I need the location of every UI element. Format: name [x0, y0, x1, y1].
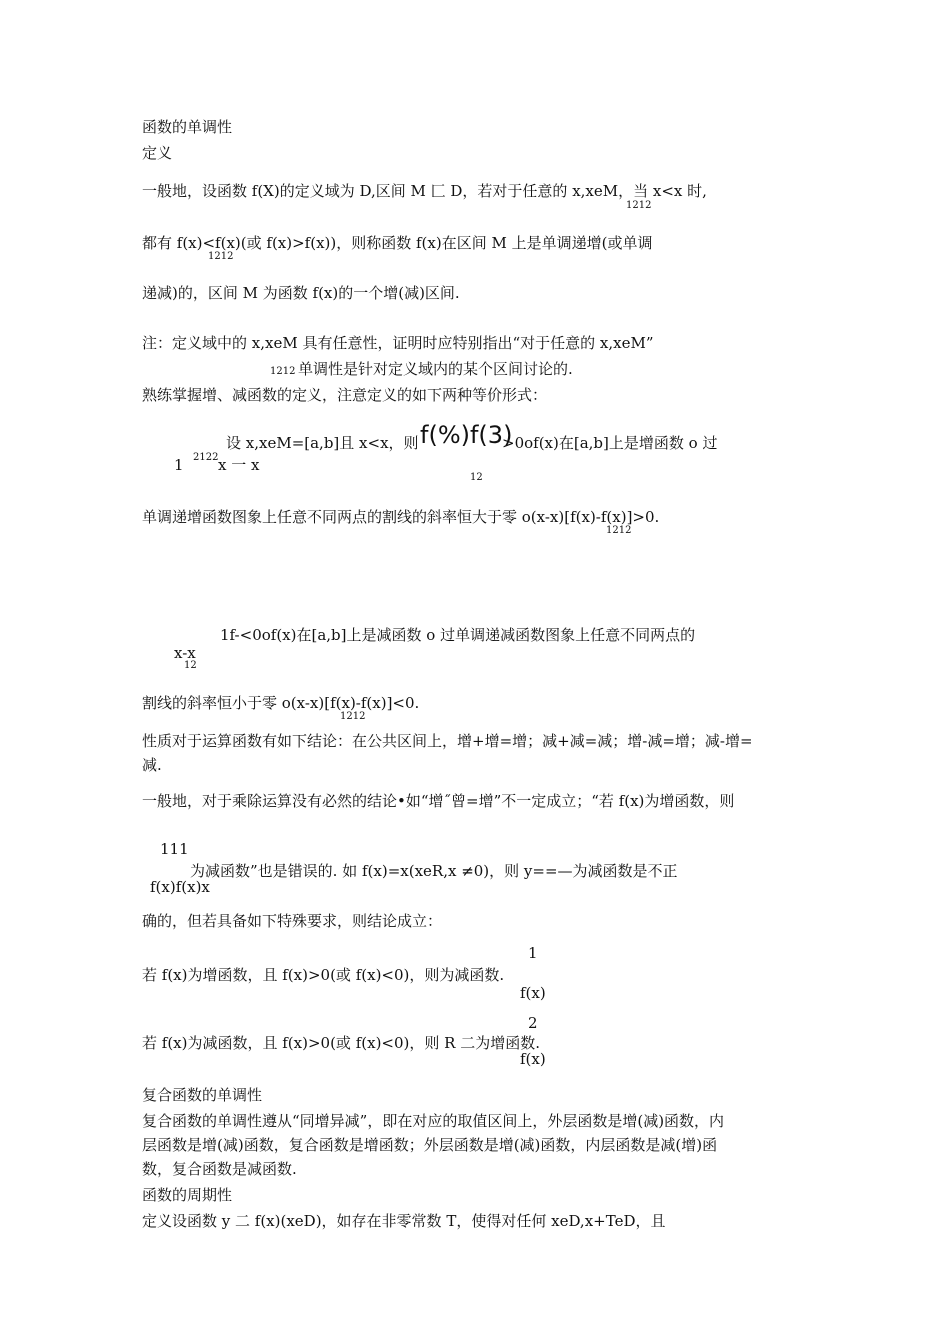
formula-increasing-12: 12 — [470, 472, 483, 483]
formula-decreasing-denominator: x-x — [174, 644, 196, 662]
note-line: 注：定义域中的 x,xeM 具有任意性，证明时应特别指出“对于任意的 x,xeM” — [142, 334, 654, 352]
rule-2-numerator: 2 — [528, 1014, 538, 1032]
composite-paragraph-line-2: 层函数是增(减)函数，复合函数是增函数；外层函数是增(减)函数，内层函数是减(增)函 — [142, 1136, 718, 1154]
increasing-secant-line: 单调递增函数图象上任意不同两点的割线的斜率恒大于零 o(x-x)[f(x)-f(x)]>0. — [142, 508, 660, 526]
periodicity-definition: 定义设函数 y 二 f(x)(xeD)，如存在非零常数 T，使得对任何 xeD,x+TeD，且 — [142, 1212, 666, 1230]
composite-paragraph-line-3: 数，复合函数是减函数. — [142, 1160, 297, 1178]
product-note-denominators: f(x)f(x)x — [150, 878, 210, 896]
def-line-1-subscript: 1212 — [626, 200, 652, 211]
subsection-definition: 定义 — [142, 144, 173, 162]
decreasing-secant-line: 割线的斜率恒小于零 o(x-x)[f(x)-f(x)]<0. — [142, 694, 420, 712]
section-composite-function: 复合函数的单调性 — [142, 1086, 263, 1104]
special-conditions-intro: 确的，但若具备如下特殊要求，则结论成立： — [142, 912, 443, 930]
note-subscript: 1212 — [270, 366, 296, 377]
formula-increasing-denominator: x 一 x — [218, 456, 260, 474]
def-line-3: 递减)的，区间 M 为函数 f(x)的一个增(减)区间. — [142, 284, 460, 302]
section-periodicity: 函数的周期性 — [142, 1186, 233, 1204]
formula-increasing-text: 设 x,xeM=[a,b]且 x<x，则 — [226, 434, 419, 452]
formula-increasing-subscript: 2122 — [193, 452, 219, 463]
formula-decreasing-subscript: 12 — [184, 660, 197, 671]
section-title-monotonicity: 函数的单调性 — [142, 118, 233, 136]
decreasing-secant-subscript: 1212 — [340, 711, 366, 722]
equivalent-forms-intro: 熟练掌握增、减函数的定义，注意定义的如下两种等价形式： — [142, 386, 548, 404]
rule-2-denominator: f(x) — [520, 1050, 546, 1068]
def-line-1: 一般地，设函数 f(X)的定义域为 D,区间 M 匚 D，若对于任意的 x,xeM，当 x<x 时, — [142, 182, 707, 200]
composite-paragraph-line-1: 复合函数的单调性遵从“同增异减”，即在对应的取值区间上，外层函数是增(减)函数，内 — [142, 1112, 725, 1130]
property-line: 性质对于运算函数有如下结论：在公共区间上，增+增=增；减+减=减；增-减=增；减-增= — [142, 732, 753, 750]
formula-decreasing-text: 1f-<0of(x)在[a,b]上是减函数 o 过单调递减函数图象上任意不同两点的 — [220, 626, 696, 644]
increasing-secant-subscript: 1212 — [606, 525, 632, 536]
product-note-line-2: 为减函数”也是错误的. 如 f(x)=x(xeR,x ≠0)，则 y==—为减函数是不正 — [190, 862, 678, 880]
def-line-2: 都有 f(x)<f(x)(或 f(x)>f(x))，则称函数 f(x)在区间 M 上是单调递增(或单调 — [142, 234, 653, 252]
rule-1-denominator: f(x) — [520, 984, 546, 1002]
rule-1-numerator: 1 — [528, 944, 538, 962]
rule-2-line: 若 f(x)为减函数，且 f(x)>0(或 f(x)<0)，则 R 二为增函数. — [142, 1034, 540, 1052]
formula-increasing-tail: >0of(x)在[a,b]上是增函数 o 过 — [502, 434, 718, 452]
property-line-2: 减. — [142, 756, 162, 774]
note-line-2: 单调性是针对定义域内的某个区间讨论的. — [298, 360, 573, 378]
product-note-line: 一般地，对于乘除运算没有必然的结论•如“增˝曾=增”不一定成立；“若 f(x)为增函数，则 — [142, 792, 735, 810]
formula-increasing-one: 1 — [174, 456, 184, 474]
product-note-numerators: 111 — [160, 840, 189, 858]
rule-1-line: 若 f(x)为增函数，且 f(x)>0(或 f(x)<0)，则为减函数. — [142, 966, 505, 984]
formula-increasing-fraction: f(%)f(3) — [420, 421, 513, 449]
def-line-2-subscript: 1212 — [208, 251, 234, 262]
